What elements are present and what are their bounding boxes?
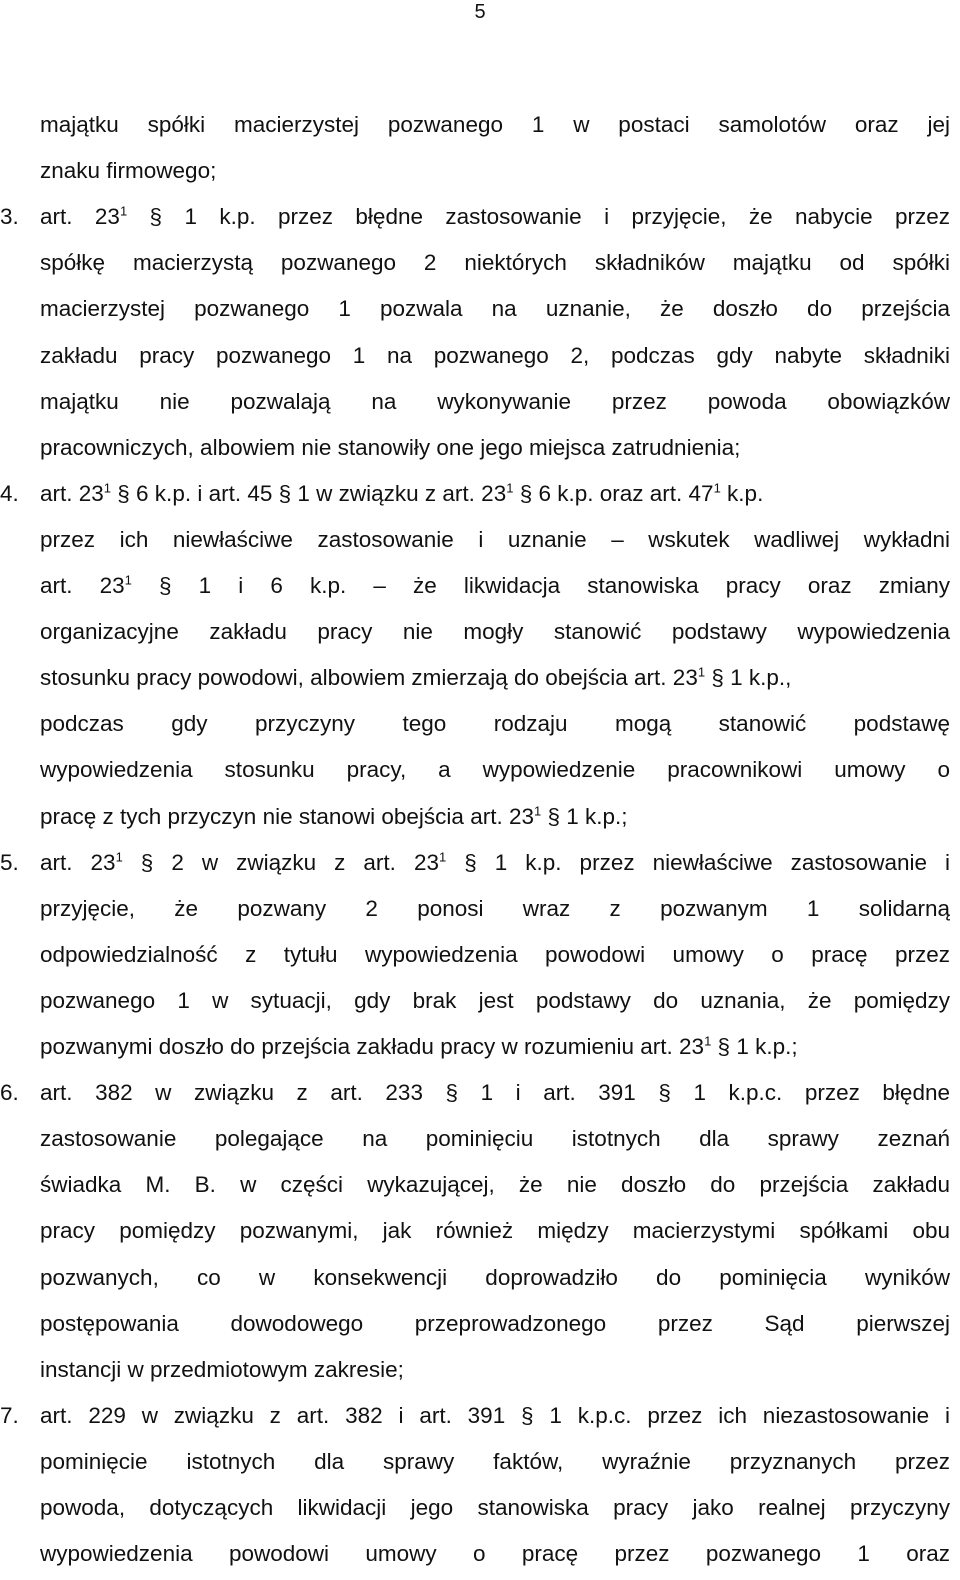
text-line: art. 229 w związku z art. 382 i art. 391 § 1 k.p.c. przez ich niezastosowanie i: [40, 1403, 950, 1428]
text-line: pozwanymi doszło do przejścia zakładu pracy w rozumieniu art. $23^1$ § 1 k.p.;: [40, 1033, 798, 1059]
text-line: podczas gdy przyczyny tego rodzaju mogą stanowić podstawę: [40, 711, 950, 736]
list-number: 6.: [0, 1080, 19, 1105]
text-line: wypowiedzenia stosunku pracy, a wypowiedzenie pracownikowi umowy o: [40, 757, 950, 782]
text-line: majątku nie pozwalają na wykonywanie przez powoda obowiązków: [40, 389, 950, 414]
text-line: pracowniczych, albowiem nie stanowiły one jego miejsca zatrudnienia;: [40, 435, 741, 460]
text-line: stosunku pracy powodowi, albowiem zmierzają do obejścia art. $23^1$ § 1 k.p.,: [40, 664, 792, 690]
text-line: organizacyjne zakładu pracy nie mogły stanowić podstawy wypowiedzenia: [40, 619, 950, 644]
text-line: postępowania dowodowego przeprowadzonego przez Sąd pierwszej: [40, 1311, 950, 1336]
text-line: pozwanych, co w konsekwencji doprowadziło do pominięcia wyników: [40, 1265, 950, 1290]
list-number: 7.: [0, 1403, 19, 1428]
text-line: powoda, dotyczących likwidacji jego stanowiska pracy jako realnej przyczyny: [40, 1495, 950, 1520]
page-number: 5: [474, 1, 486, 23]
list-number: 3.: [0, 204, 19, 229]
text-line: odpowiedzialność z tytułu wypowiedzenia powodowi umowy o pracę przez: [40, 942, 950, 967]
text-line: przez ich niewłaściwe zastosowanie i uznanie – wskutek wadliwej wykładni: [40, 527, 950, 552]
text-line: pracy pomiędzy pozwanymi, jak również między macierzystymi spółkami obu: [40, 1218, 950, 1243]
text-line: art. $23^1$ § 6 k.p. i art. 45 § 1 w związku z art. $23^1$ § 6 k.p. oraz art. $47^1$ k.p.: [40, 480, 764, 506]
text-line: zakładu pracy pozwanego 1 na pozwanego 2, podczas gdy nabyte składniki: [40, 343, 950, 368]
text-line: pozwanego 1 w sytuacji, gdy brak jest podstawy do uznania, że pomiędzy: [40, 988, 950, 1013]
list-number: 4.: [0, 481, 19, 506]
list-number: 5.: [0, 850, 19, 875]
text-line: pracę z tych przyczyn nie stanowi obejścia art. $23^1$ § 1 k.p.;: [40, 803, 628, 829]
text-line: znaku firmowego;: [40, 158, 217, 183]
text-line: art. $23^1$ § 1 i 6 k.p. – że likwidacja stanowiska pracy oraz zmiany: [40, 572, 950, 598]
text-line: przyjęcie, że pozwany 2 ponosi wraz z pozwanym 1 solidarną: [40, 896, 950, 921]
text-line: świadka M. B. w części wykazującej, że nie doszło do przejścia zakładu: [40, 1172, 950, 1197]
text-line: zastosowanie polegające na pominięciu istotnych dla sprawy zeznań: [40, 1126, 950, 1151]
text-line: art. 382 w związku z art. 233 § 1 i art. 391 § 1 k.p.c. przez błędne: [40, 1080, 950, 1105]
text-line: wypowiedzenia powodowi umowy o pracę przez pozwanego 1 oraz: [40, 1541, 950, 1566]
text-line: art. $23^1$ § 1 k.p. przez błędne zastosowanie i przyjęcie, że nabycie przez: [40, 203, 950, 229]
text-line: macierzystej pozwanego 1 pozwala na uznanie, że doszło do przejścia: [40, 296, 950, 321]
text-line: spółkę macierzystą pozwanego 2 niektórych składników majątku od spółki: [40, 250, 950, 275]
text-line: majątku spółki macierzystej pozwanego 1 w postaci samolotów oraz jej: [40, 112, 950, 137]
text-line: pominięcie istotnych dla sprawy faktów, wyraźnie przyznanych przez: [40, 1449, 950, 1474]
text-line: instancji w przedmiotowym zakresie;: [40, 1357, 404, 1382]
text-line: art. $23^1$ § 2 w związku z art. $23^1$ § 1 k.p. przez niewłaściwe zastosowanie i: [40, 849, 950, 875]
